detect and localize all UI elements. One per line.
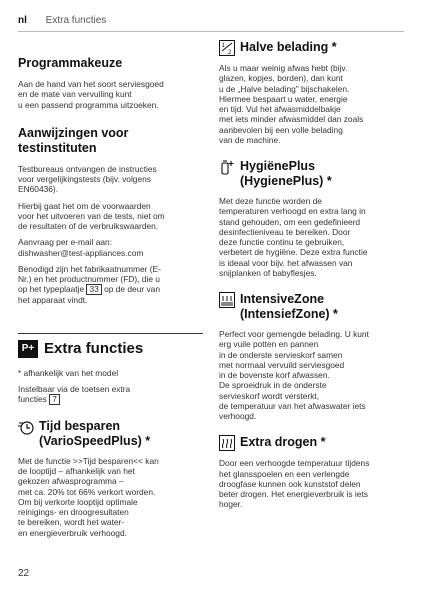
header-section-title: Extra functies — [45, 15, 107, 26]
intensivezone-title: IntensiveZone (IntensiefZone) * — [240, 292, 338, 321]
testinstituten-text-1: Testbureaus ontvangen de instructies voor vergelijkingstests (bijv. volgens EN60436). — [18, 163, 157, 195]
svg-text:2: 2 — [228, 50, 232, 56]
tijd-besparen-heading — [18, 419, 203, 449]
section-extra-drogen — [219, 435, 407, 509]
tijd-besparen-text: Met de functie >>Tijd besparen<< kan de looptijd – afhankelijk van het gekozen afwasprogramma – met ca. 20% tot 66% verkort worden. Om bij verkorte looptijd optimale reinigings- en droogresultaten te bereiken, wordt het water- en energieverbruik verhoogd. — [18, 455, 159, 538]
testinstituten-title: Aanwijzingen voor testinstituten — [18, 125, 129, 155]
hygieneplus-heading — [219, 159, 407, 189]
hygieneplus-text: Met deze functie worden de temperaturen verhoogd en extra lang in stand gehouden, om een gedefinieerd desinfectieniveau te bereiken. Door deze functie continu te gebruiken, verbetert de hygiëne. Deze extra functie is ideaal voor bijv. het afwassen van snijplanken of babyflesjes. — [219, 196, 368, 278]
extra-drogen-text: Door een verhoogde temperatuur tijdens het glansspoelen en een verlengde droogfase kunnen ook kunststof delen beter drogen. Het energieverbruik is iets hoger. — [219, 458, 370, 510]
half-load-icon — [219, 40, 235, 56]
extra-drogen-heading — [219, 435, 407, 451]
page-header — [18, 15, 106, 26]
programmakeuze-text: Aan de hand van het soort serviesgoed en de mate van vervuiling kunt u een passend programma uitzoeken. — [18, 79, 164, 110]
intensivezone-heading — [219, 292, 407, 322]
section-intensivezone — [219, 292, 407, 421]
model-note: * afhankelijk van het model — [18, 367, 119, 378]
hygiene-plus-icon — [219, 159, 235, 175]
halve-belading-text: Als u maar weinig afwas hebt (bijv. glazen, kopjes, borden), dan kunt u de „Halve belading” bijschakelen. Hiermee bespaart u water, energie en tijd. Vul het afwasmiddelbakje met iets minder afwasmiddel dan zoals aanbevolen bij een volle belading van de machine. — [219, 63, 364, 145]
section-tijd-besparen — [18, 419, 203, 538]
tijd-besparen-title: Tijd besparen (VarioSpeedPlus) * — [39, 418, 151, 448]
section-testinstituten — [18, 126, 203, 305]
intensive-zone-icon — [219, 292, 235, 308]
clock-speed-icon — [18, 419, 34, 435]
programmakeuze-title: Programmakeuze — [18, 56, 123, 70]
testinstituten-text-3: Aanvraag per e-mail aan: dishwasher@test-appliances.com — [18, 237, 203, 258]
p-plus-icon: P+ — [18, 340, 38, 358]
email-address[interactable]: dishwasher@test-appliances.com — [18, 247, 144, 258]
header-divider — [18, 31, 404, 32]
intensivezone-text: Perfect voor gemengde belading. U kunt erg vuile potten en pannen in de onderste servieskorf samen met normaal vervuild serviesgoed in de bovenste korf afwassen. De sproeidruk in de onderste servieskorf wordt versterkt, de temperatuur van het afwaswater iets verhoogd. — [219, 329, 369, 421]
right-column — [219, 40, 407, 516]
hygieneplus-title: HygiënePlus (HygienePlus) * — [240, 159, 332, 188]
halve-belading-title: Halve belading * — [240, 40, 337, 54]
extra-functies-heading — [18, 333, 203, 358]
section-programmakeuze — [18, 56, 203, 110]
halve-belading-heading — [219, 40, 407, 56]
section-halve-belading — [219, 40, 407, 145]
testinstituten-text-2: Hierbij gaat het om de voorwaarden voor het uitvoeren van de tests, niet om de resultaten of de verbruikswaarden. — [18, 200, 165, 231]
ref-box-7: 7 — [49, 394, 60, 404]
testinstituten-text-4: Benodigd zijn het fabrikaatnummer (E- Nr.) en het productnummer (FD), die u op het typeplaatje 33 op de deur van het apparaat vindt. — [18, 263, 161, 305]
extra-drogen-title: Extra drogen * — [240, 435, 326, 450]
language-code: nl — [18, 15, 27, 26]
page-number: 22 — [18, 568, 30, 579]
extra-intro: Instelbaar via de toetsen extra functies 7 — [18, 384, 131, 405]
svg-text:1: 1 — [221, 43, 225, 49]
ref-box-33: 33 — [86, 284, 101, 294]
left-column — [18, 40, 203, 544]
extra-functies-title: Extra functies — [44, 340, 144, 358]
section-extra-functies — [18, 333, 203, 405]
section-hygieneplus — [219, 159, 407, 278]
extra-dry-icon — [219, 435, 235, 451]
